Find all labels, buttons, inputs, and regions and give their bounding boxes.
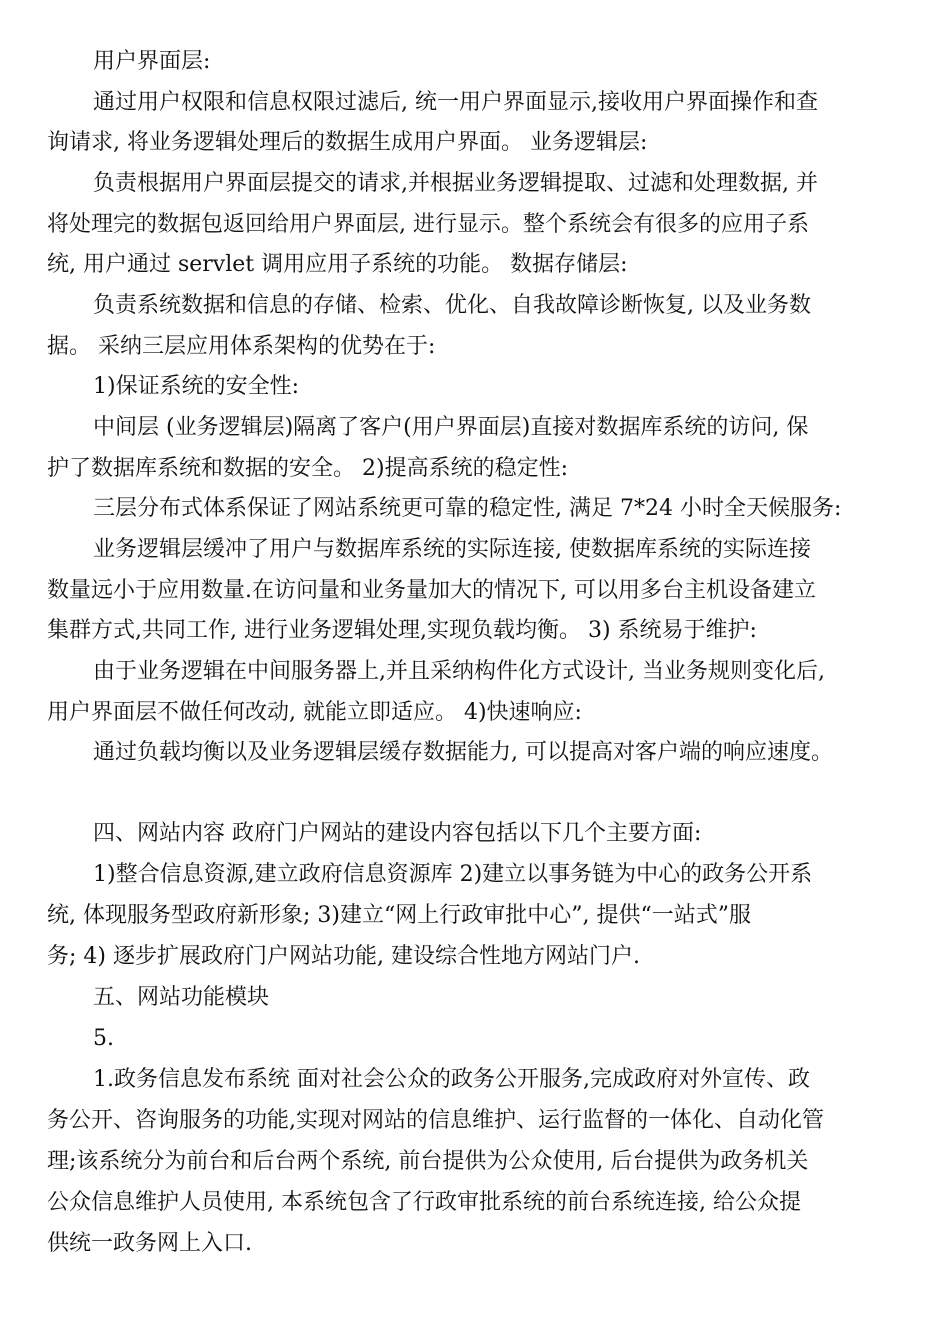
- text-line: 将处理完的数据包返回给用户界面层, 进行显示。整个系统会有很多的应用子系: [47, 212, 809, 237]
- text-line: 供统一政务网上入口.: [47, 1231, 252, 1256]
- text-line: 询请求, 将业务逻辑处理后的数据生成用户界面。 业务逻辑层:: [47, 130, 648, 155]
- text-line: 负责根据用户界面层提交的请求,并根据业务逻辑提取、过滤和处理数据, 并: [93, 171, 818, 196]
- text-line: 由于业务逻辑在中间服务器上,并且采纳构件化方式设计, 当业务规则变化后,: [93, 659, 825, 684]
- text-line: 5.: [93, 1026, 114, 1051]
- section-heading: 五、网站功能模块: [93, 985, 270, 1010]
- text-line: 理;该系统分为前台和后台两个系统, 前台提供为公众使用, 后台提供为政务机关: [47, 1149, 809, 1174]
- text-line: 用户界面层不做任何改动, 就能立即适应。 4)快速响应:: [47, 700, 582, 725]
- text-line: 1.政务信息发布系统 面对社会公众的政务公开服务,完成政府对外宣传、政: [93, 1067, 810, 1092]
- text-line: 用户界面层:: [93, 49, 211, 74]
- text-line: 业务逻辑层缓冲了用户与数据库系统的实际连接, 使数据库系统的实际连接: [93, 537, 811, 562]
- text-line: 通过负载均衡以及业务逻辑层缓存数据能力, 可以提高对客户端的响应速度。: [93, 740, 833, 765]
- text-line: 1)保证系统的安全性:: [93, 374, 299, 399]
- text-line: 务公开、咨询服务的功能,实现对网站的信息维护、运行监督的一体化、自动化管: [47, 1108, 824, 1133]
- text-line: 公众信息维护人员使用, 本系统包含了行政审批系统的前台系统连接, 给公众提: [47, 1190, 801, 1215]
- text-line: 负责系统数据和信息的存储、检索、优化、自我故障诊断恢复, 以及业务数: [93, 293, 811, 318]
- text-line: 三层分布式体系保证了网站系统更可靠的稳定性, 满足 7*24 小时全天候服务:: [93, 496, 842, 521]
- text-line: 1)整合信息资源,建立政府信息资源库 2)建立以事务链为中心的政务公开系: [93, 862, 813, 887]
- text-line: 通过用户权限和信息权限过滤后, 统一用户界面显示,接收用户界面操作和查: [93, 90, 818, 115]
- text-line: 中间层 (业务逻辑层)隔离了客户(用户界面层)直接对数据库系统的访问, 保: [93, 415, 809, 440]
- text-line: 数量远小于应用数量.在访问量和业务量加大的情况下, 可以用多台主机设备建立: [47, 578, 816, 603]
- text-line: 统, 体现服务型政府新形象; 3)建立“网上行政审批中心”, 提供“一站式”服: [47, 903, 751, 928]
- text-line: 统, 用户通过 servlet 调用应用子系统的功能。 数据存储层:: [47, 252, 628, 277]
- section-heading: 四、网站内容 政府门户网站的建设内容包括以下几个主要方面:: [93, 821, 702, 846]
- text-line: 务; 4) 逐步扩展政府门户网站功能, 建设综合性地方网站门户.: [47, 944, 640, 969]
- text-line: 据。 采纳三层应用体系架构的优势在于:: [47, 334, 436, 359]
- text-line: 集群方式,共同工作, 进行业务逻辑处理,实现负载均衡。 3) 系统易于维护:: [47, 618, 757, 643]
- text-line: 护了数据库系统和数据的安全。 2)提高系统的稳定性:: [47, 456, 568, 481]
